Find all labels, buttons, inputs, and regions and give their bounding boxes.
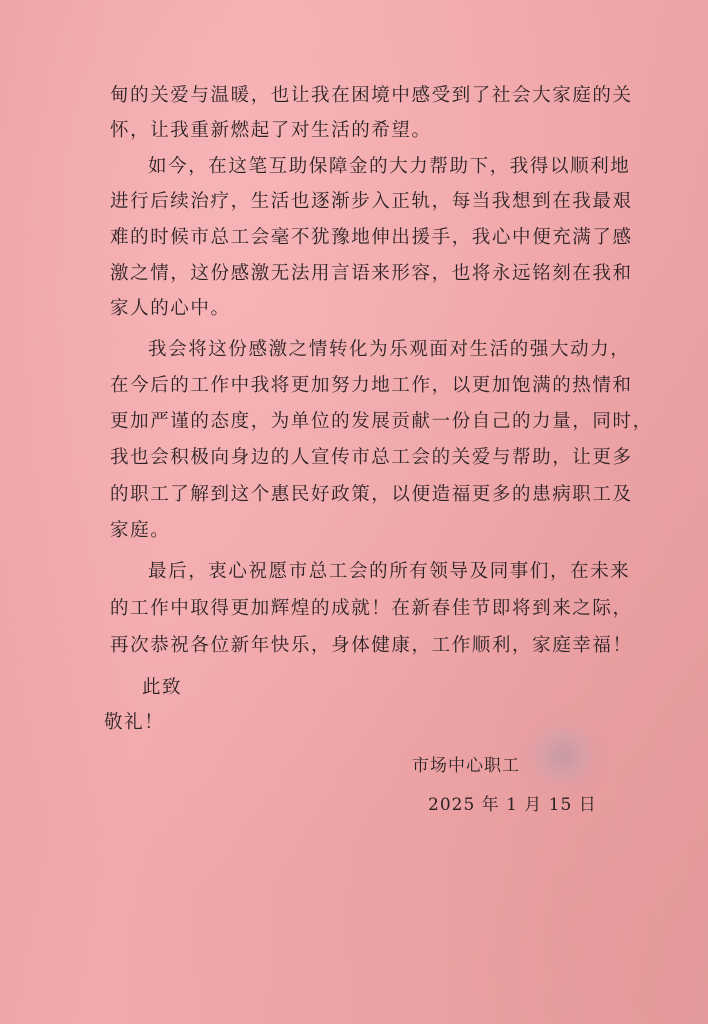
redacted-name-blur: [528, 722, 598, 788]
letter-line: 激之情，这份感激无法用言语来形容，也将永远铭刻在我和: [110, 263, 633, 284]
closing-salutation: 此致: [142, 677, 183, 698]
letter-line: 怀，让我重新燃起了对生活的希望。: [110, 120, 432, 141]
letter-line: 进行后续治疗，生活也逐渐步入正轨，每当我想到在我最艰: [110, 191, 633, 212]
letter-line: 难的时候市总工会毫不犹豫地伸出援手，我心中便充满了感: [110, 227, 633, 248]
letter-line: 的职工了解到这个惠民好政策，以便造福更多的患病职工及: [110, 484, 633, 505]
letter-line: 甸的关爱与温暖，也让我在困境中感受到了社会大家庭的关: [110, 85, 633, 106]
letter-line: 更加严谨的态度，为单位的发展贡献一份自己的力量，同时，: [110, 411, 653, 432]
letter-line: 再次恭祝各位新年快乐，身体健康，工作顺利，家庭幸福！: [110, 635, 633, 656]
letter-line: 家人的心中。: [110, 298, 231, 319]
letter-line: 我也会积极向身边的人宣传市总工会的关爱与帮助，让更多: [110, 447, 633, 468]
letter-line: 我会将这份感激之情转化为乐观面对生活的强大动力，: [148, 339, 631, 360]
letter-line: 在今后的工作中我将更加努力地工作，以更加饱满的热情和: [110, 375, 633, 396]
letter-line: 如今，在这笔互助保障金的大力帮助下，我得以顺利地: [148, 156, 631, 177]
closing-respect: 敬礼！: [104, 712, 165, 733]
letter-date: 2025 年 1 月 15 日: [428, 795, 597, 815]
signature: 市场中心职工: [412, 756, 520, 776]
letter-line: 最后，衷心祝愿市总工会的所有领导及同事们，在未来: [148, 561, 631, 582]
letter-line: 家庭。: [110, 520, 171, 541]
letter-line: 的工作中取得更加辉煌的成就！在新春佳节即将到来之际，: [110, 598, 633, 619]
